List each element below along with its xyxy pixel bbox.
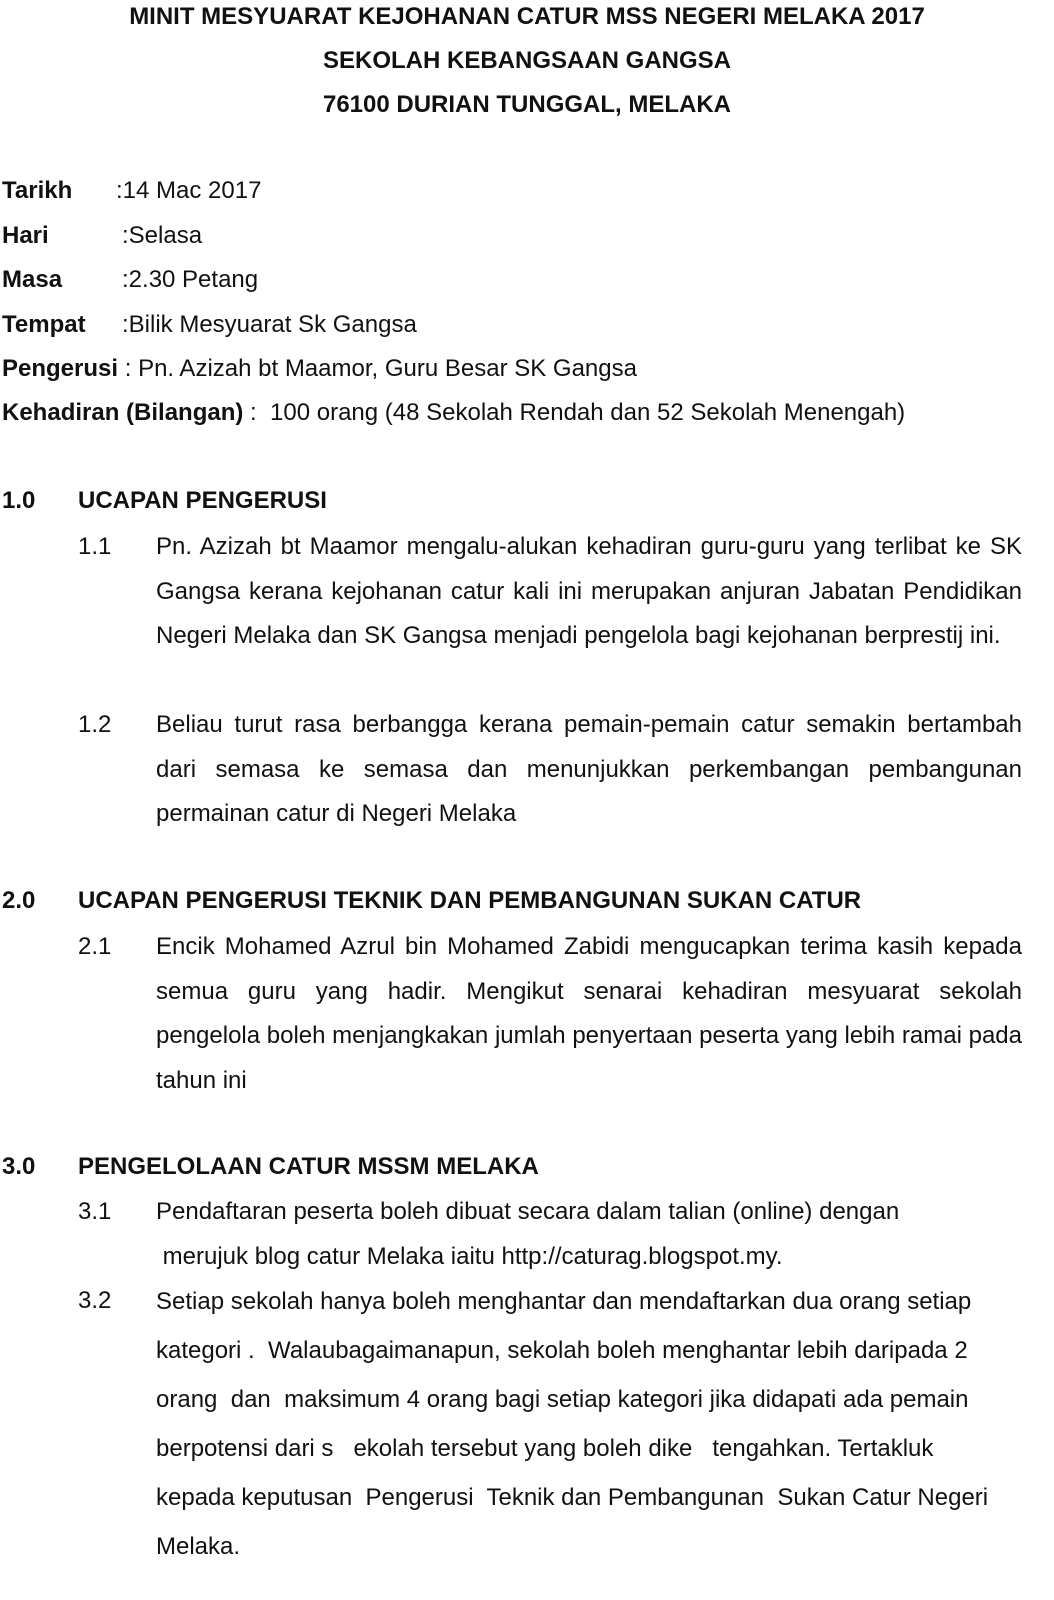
meta-masa xyxy=(2,265,258,295)
meta-kehadiran-value: 100 orang (48 Sekolah Rendah dan 52 Sekolah Menengah) xyxy=(270,399,906,426)
document-title: MINIT MESYUARAT KEJOHANAN CATUR MSS NEGERI MELAKA 2017 xyxy=(129,3,925,30)
item-2-1-number: 2.1 xyxy=(78,933,112,960)
item-1-1-text: Pn. Azizah bt Maamor mengalu-alukan kehadiran guru-guru yang terlibat ke SK Gangsa kerana kejohanan catur kali ini merupakan anjuran Jabatan Pendidikan Negeri Melaka dan SK Gangsa menjadi pengelola bagi kejohanan berprestij ini. xyxy=(156,533,1022,649)
meta-hari-value: Selasa xyxy=(128,222,203,249)
meta-hari xyxy=(2,221,202,251)
meta-tempat-colon: : xyxy=(122,311,129,338)
meta-hari-label: Hari xyxy=(2,222,49,249)
school-address: 76100 DURIAN TUNGGAL, MELAKA xyxy=(322,91,732,118)
meta-kehadiran-label: Kehadiran (Bilangan) xyxy=(2,399,244,426)
section-2-number: 2.0 xyxy=(2,887,36,914)
school-name: SEKOLAH KEBANGSAAN GANGSA xyxy=(322,47,732,74)
meta-hari-colon: : xyxy=(122,222,129,249)
meta-tarikh xyxy=(2,176,261,206)
item-1-2-text: Beliau turut rasa berbangga kerana pemain-pemain catur semakin bertambah dari semasa ke semasa dan menunjukkan perkembangan pembangunan permainan catur di Negeri Melaka xyxy=(156,711,1022,827)
item-3-1-text xyxy=(156,1190,1022,1279)
meta-tarikh-colon: : xyxy=(116,177,123,204)
section-1-title: UCAPAN PENGERUSI xyxy=(78,487,327,514)
item-2-1-text: Encik Mohamed Azrul bin Mohamed Zabidi mengucapkan terima kasih kepada semua guru yang hadir. Mengikut senarai kehadiran mesyuarat sekolah pengelola boleh menjangkakan jumlah penyertaan peserta yang lebih ramai pada tahun ini xyxy=(156,933,1022,1094)
meta-kehadiran-colon: : xyxy=(243,399,271,426)
meta-pengerusi-colon: : xyxy=(118,355,139,382)
item-1-2-number: 1.2 xyxy=(78,711,112,738)
section-2-title: UCAPAN PENGERUSI TEKNIK DAN PEMBANGUNAN SUKAN CATUR xyxy=(78,887,862,914)
item-3-1-number: 3.1 xyxy=(78,1198,112,1225)
item-1-1-number: 1.1 xyxy=(78,533,112,560)
item-3-1-line1: Pendaftaran peserta boleh dibuat secara dalam talian (online) dengan xyxy=(156,1198,900,1225)
item-3-2-text: Setiap sekolah hanya boleh menghantar dan mendaftarkan dua orang setiap kategori . Walaubagaimanapun, sekolah boleh menghantar lebih daripada 2 orang dan maksimum 4 orang bagi setiap kategori jika didapati ada pemain berpotensi dari s ekolah tersebut yang boleh dike tengahkan. Tertakluk kepada keputusan Pengerusi Teknik dan Pembangunan Sukan Catur Negeri Melaka. xyxy=(156,1288,995,1560)
meta-masa-value: 2.30 Petang xyxy=(128,266,259,293)
meta-masa-label: Masa xyxy=(2,266,63,293)
meta-masa-colon: : xyxy=(122,266,129,293)
meta-tempat-label: Tempat xyxy=(2,311,86,338)
section-1-number: 1.0 xyxy=(2,487,36,514)
meta-kehadiran xyxy=(2,398,905,428)
item-3-1-line2: merujuk blog catur Melaka iaitu http://caturag.blogspot.my. xyxy=(156,1242,783,1270)
meta-pengerusi-label: Pengerusi xyxy=(2,355,119,382)
meta-tarikh-label: Tarikh xyxy=(2,177,73,204)
section-3-title: PENGELOLAAN CATUR MSSM MELAKA xyxy=(78,1153,539,1180)
meta-pengerusi xyxy=(2,354,637,384)
meta-pengerusi-value: Pn. Azizah bt Maamor, Guru Besar SK Gangsa xyxy=(138,355,637,382)
item-3-2-number: 3.2 xyxy=(78,1287,112,1314)
meta-tempat-value: Bilik Mesyuarat Sk Gangsa xyxy=(128,311,417,338)
section-3-number: 3.0 xyxy=(2,1153,36,1180)
meta-tempat xyxy=(2,310,417,340)
meta-tarikh-value: 14 Mac 2017 xyxy=(122,177,262,204)
